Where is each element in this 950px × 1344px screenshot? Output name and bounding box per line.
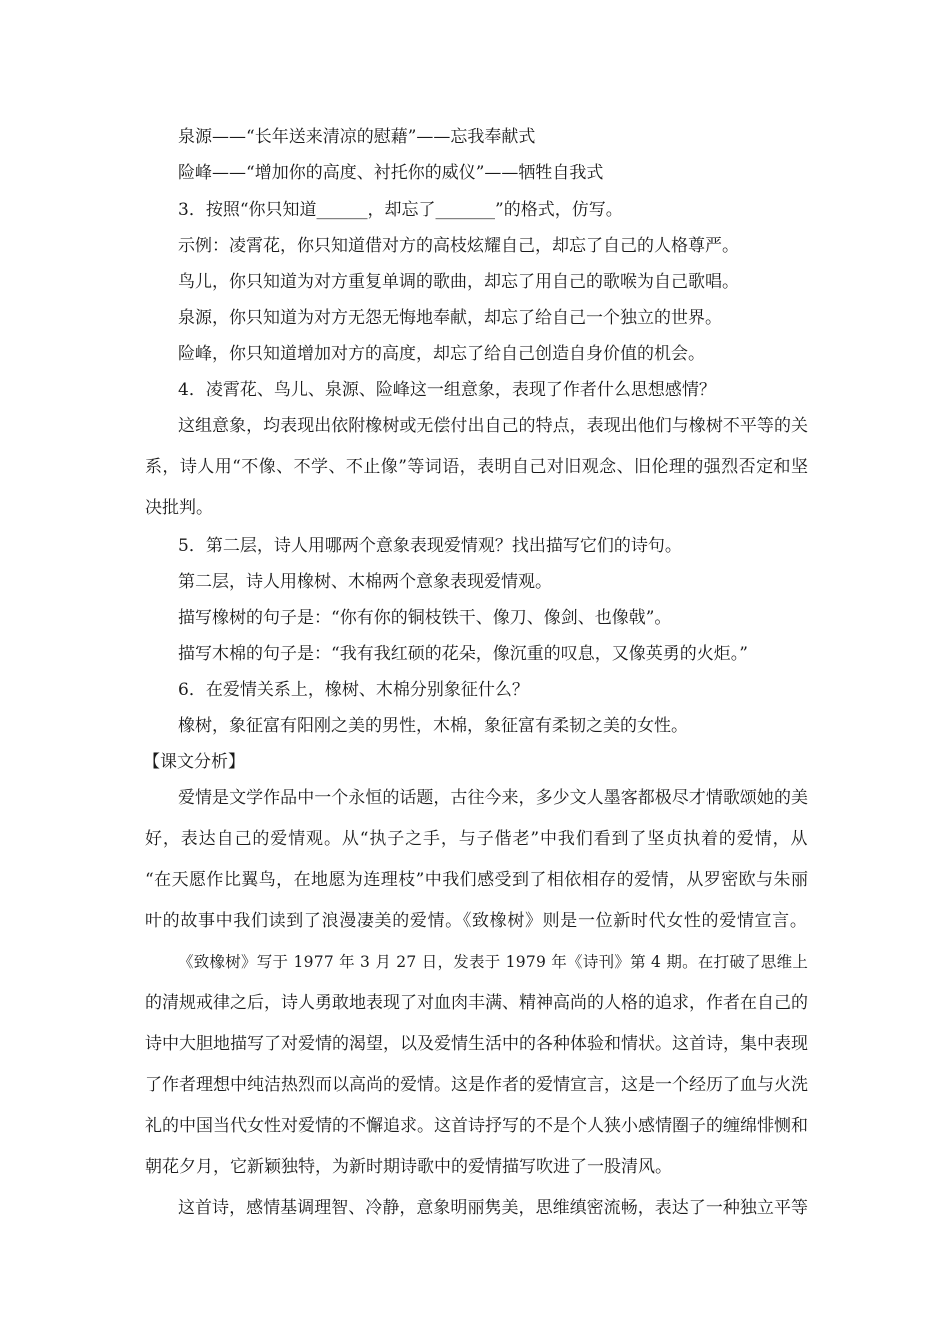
question-6: 6．在爱情关系上，橡树、木棉分别象征什么？ [178, 680, 529, 700]
text-line: 泉源——“长年送来清凉的慰藉”——忘我奉献式 [178, 127, 536, 147]
question-3: 3．按照“你只知道______，却忘了_______”的格式，仿写。 [178, 200, 623, 220]
question-4: 4．凌霄花、鸟儿、泉源、险峰这一组意象，表现了作者什么思想感情？ [178, 380, 716, 400]
answer-line: 决批判。 [145, 498, 213, 518]
paragraph-line: 朝花夕月，它新颖独特，为新时期诗歌中的爱情描写吹进了一股清风。 [145, 1157, 672, 1177]
answer-line: 这组意象，均表现出依附橡树或无偿付出自己的特点，表现出他们与橡树不平等的关 [178, 416, 808, 436]
answer-line: 第二层，诗人用橡树、木棉两个意象表现爱情观。 [178, 572, 552, 592]
paragraph-line: 礼的中国当代女性对爱情的不懈追求。这首诗抒写的不是个人狭小感情圈子的缠绵悱恻和 [145, 1116, 808, 1136]
paragraph-line: 爱情是文学作品中一个永恒的话题，古往今来，多少文人墨客都极尽才情歌颂她的美 [178, 788, 808, 808]
answer-line: 橡树，象征富有阳刚之美的男性，木棉，象征富有柔韧之美的女性。 [178, 716, 688, 736]
text-line: 险峰——“增加你的高度、衬托你的威仪”——牺牲自我式 [178, 163, 604, 183]
paragraph-line: 诗中大胆地描写了对爱情的渴望，以及爱情生活中的各种体验和情状。这首诗，集中表现 [145, 1034, 808, 1054]
answer-line: 描写橡树的句子是：“你有你的铜枝铁干、像刀、像剑、也像戟”。 [178, 608, 672, 628]
paragraph-line: 《致橡树》写于 1977 年 3 月 27 日，发表于 1979 年《诗刊》第 4 期。在打破了思维上 [178, 953, 809, 971]
paragraph-line: 的清规戒律之后，诗人勇敢地表现了对血肉丰满、精神高尚的人格的追求，作者在自己的 [145, 993, 808, 1013]
answer-line: 险峰，你只知道增加对方的高度，却忘了给自己创造自身价值的机会。 [178, 344, 705, 364]
answer-line: 泉源，你只知道为对方无怨无悔地奉献，却忘了给自己一个独立的世界。 [178, 308, 722, 328]
question-5: 5．第二层，诗人用哪两个意象表现爱情观？找出描写它们的诗句。 [178, 536, 682, 556]
section-heading: 【课文分析】 [143, 752, 245, 772]
paragraph-line: 这首诗，感情基调理智、冷静，意象明丽隽美，思维缜密流畅，表达了一种独立平等 [178, 1198, 808, 1218]
example-line: 示例：凌霄花，你只知道借对方的高枝炫耀自己，却忘了自己的人格尊严。 [178, 236, 739, 256]
answer-line: 鸟儿，你只知道为对方重复单调的歌曲，却忘了用自己的歌喉为自己歌唱。 [178, 272, 739, 292]
answer-line: 系，诗人用“不像、不学、不止像”等词语，表明自己对旧观念、旧伦理的强烈否定和坚 [145, 457, 809, 477]
paragraph-line: “在天愿作比翼鸟，在地愿为连理枝”中我们感受到了相依相存的爱情，从罗密欧与朱丽 [145, 870, 809, 890]
paragraph-line: 好，表达自己的爱情观。从“执子之手，与子偕老”中我们看到了坚贞执着的爱情，从 [145, 829, 809, 849]
paragraph-line: 了作者理想中纯洁热烈而以高尚的爱情。这是作者的爱情宣言，这是一个经历了血与火洗 [145, 1075, 808, 1095]
answer-line: 描写木棉的句子是：“我有我红硕的花朵，像沉重的叹息，又像英勇的火炬。” [178, 644, 748, 664]
paragraph-line: 叶的故事中我们读到了浪漫凄美的爱情。《致橡树》则是一位新时代女性的爱情宣言。 [145, 911, 808, 931]
